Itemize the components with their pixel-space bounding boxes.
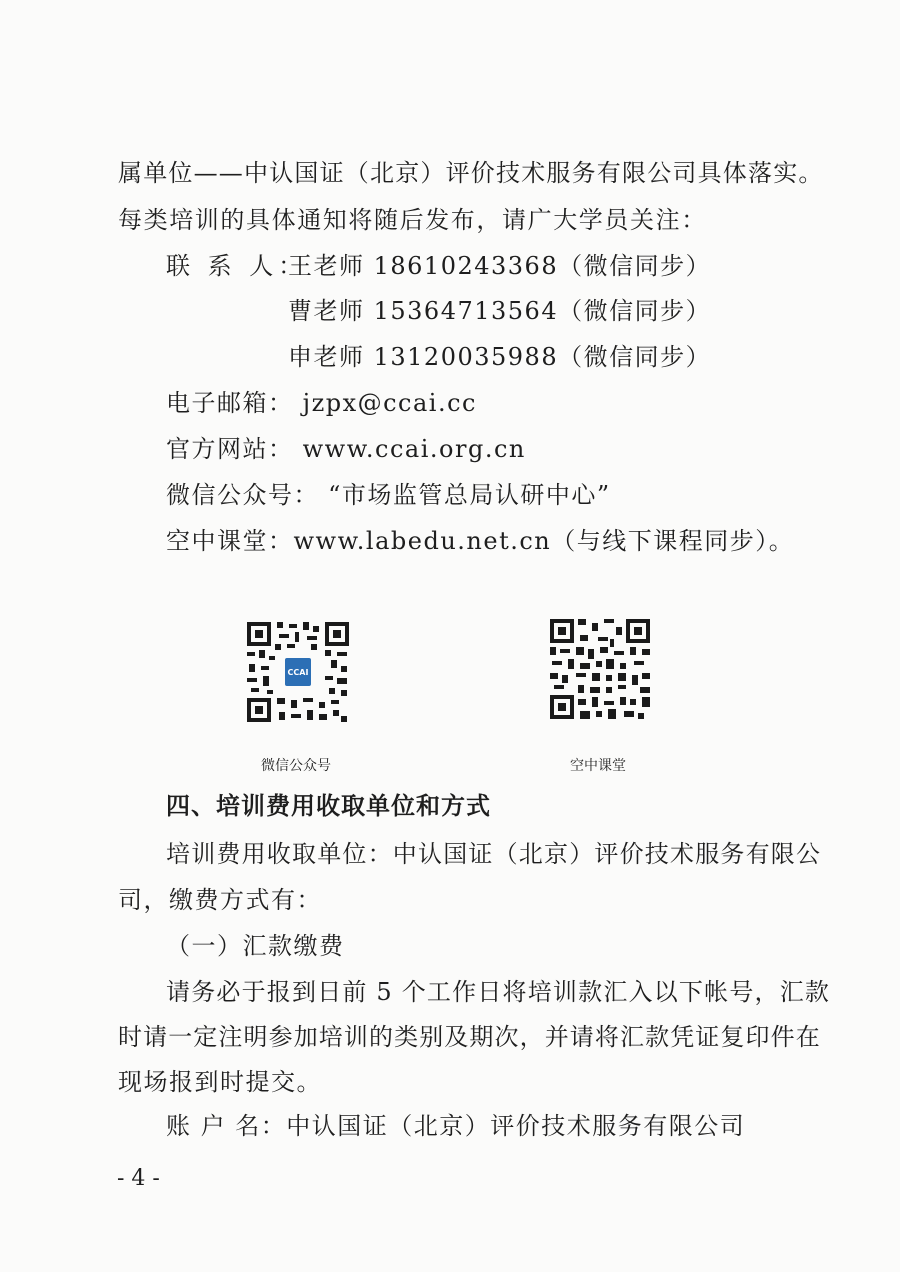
qr-code-wechat-icon	[245, 620, 351, 724]
paragraph-line: 现场报到时提交。	[118, 1068, 322, 1096]
page-number: - 4 -	[117, 1166, 160, 1191]
contact-label: 联 系 人：	[166, 252, 308, 280]
qr-logo-text: CCAI	[287, 668, 309, 677]
account-name-line: 账 户 名：中认国证（北京）评价技术服务有限公司	[166, 1112, 746, 1140]
contact-person: 曹老师 15364713564（微信同步）	[288, 297, 712, 325]
subsection-heading: （一）汇款缴费	[166, 932, 345, 960]
qr-caption-wechat: 微信公众号	[261, 758, 331, 774]
section-heading: 四、培训费用收取单位和方式	[166, 792, 491, 820]
contact-person: 申老师 13120035988（微信同步）	[288, 343, 712, 371]
wechat-line: 微信公众号： “市场监管总局认研中心”	[166, 481, 611, 509]
paragraph-line: 司，缴费方式有：	[118, 886, 322, 914]
paragraph-line: 每类培训的具体通知将随后发布，请广大学员关注：	[118, 206, 707, 234]
paragraph-line: 培训费用收取单位：中认国证（北京）评价技术服务有限公	[166, 840, 822, 868]
classroom-line: 空中课堂：www.labedu.net.cn（与线下课程同步）。	[166, 527, 795, 555]
paragraph-line: 请务必于报到日前 5 个工作日将培训款汇入以下帐号，汇款	[166, 978, 831, 1006]
website-line: 官方网站： www.ccai.org.cn	[166, 435, 526, 463]
qr-code-classroom-icon	[548, 617, 652, 721]
paragraph-line: 时请一定注明参加培训的类别及期次，并请将汇款凭证复印件在	[118, 1023, 821, 1051]
paragraph-line: 属单位——中认国证（北京）评价技术服务有限公司具体落实。	[118, 159, 824, 187]
qr-caption-classroom: 空中课堂	[570, 758, 626, 774]
contact-person: 王老师 18610243368（微信同步）	[288, 252, 712, 280]
email-line: 电子邮箱： jzpx@ccai.cc	[166, 389, 477, 417]
